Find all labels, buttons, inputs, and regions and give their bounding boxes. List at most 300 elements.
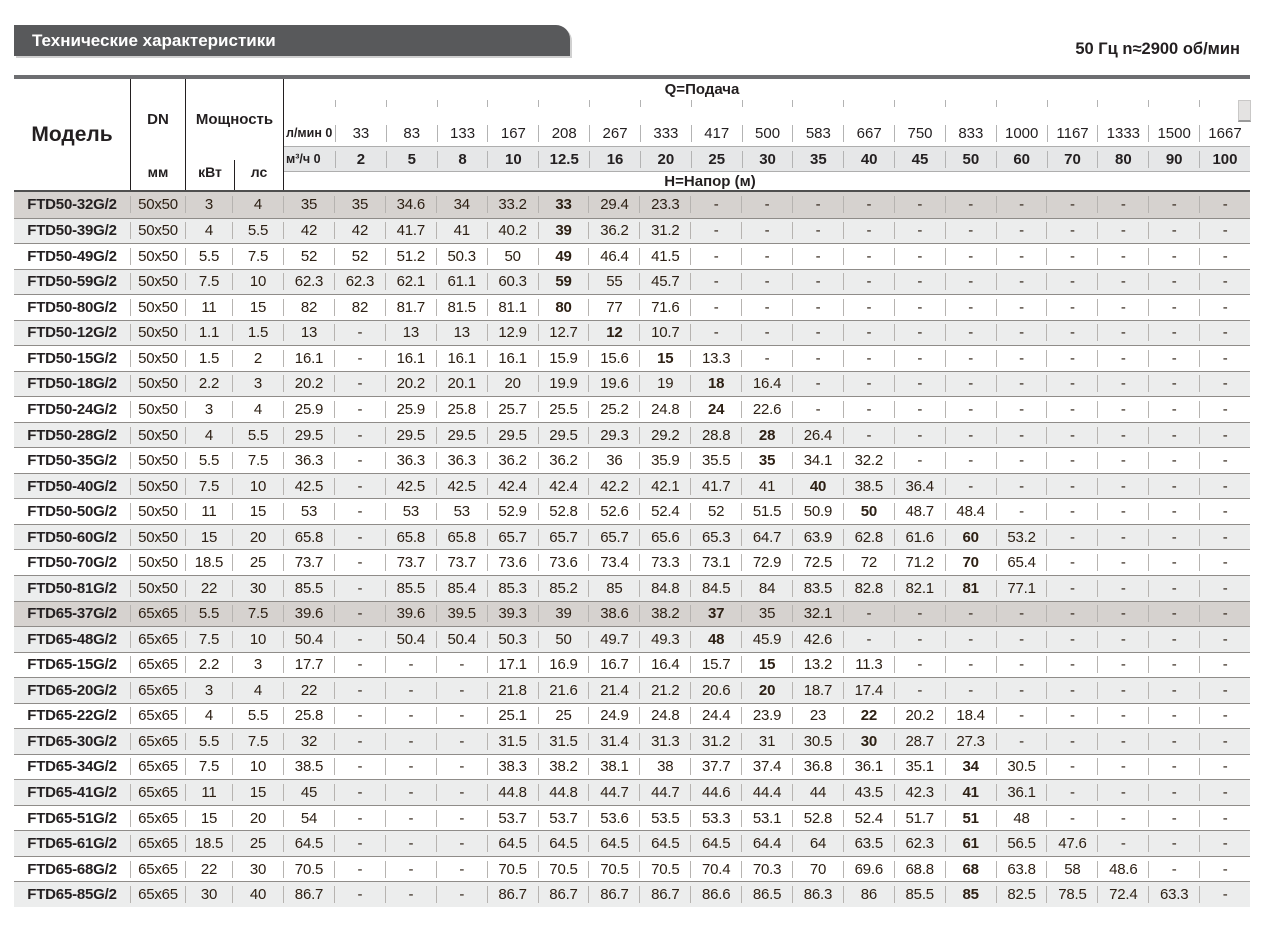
model-cell: FTD65-30G/2 <box>27 732 117 750</box>
head-value-cell: - <box>385 682 436 699</box>
flow-spacer-row <box>284 100 1250 120</box>
dn-cell: 65x65 <box>130 835 185 852</box>
head-value-cell: 31.5 <box>538 733 589 750</box>
head-value-cell: - <box>1097 605 1148 622</box>
head-value-cell: - <box>792 401 843 418</box>
head-value-cell: 33.2 <box>487 196 538 213</box>
head-value-cell: 65.6 <box>639 529 690 546</box>
head-value-cell: - <box>894 248 945 265</box>
head-value-cell: - <box>741 248 792 265</box>
head-value-cell: - <box>436 733 487 750</box>
flow-title: Q=Подача <box>664 81 740 98</box>
head-value-cell: 36.3 <box>385 452 436 469</box>
head-value-cell: 85.2 <box>538 580 589 597</box>
head-value-cell: 29.5 <box>487 427 538 444</box>
table-row <box>14 703 1250 729</box>
head-value-cell: 41 <box>945 784 996 801</box>
power-hp-cell: 15 <box>232 784 283 801</box>
head-value-cell: - <box>894 605 945 622</box>
head-value-cell: 63.8 <box>996 861 1047 878</box>
head-value-cell: 16.7 <box>588 656 639 673</box>
head-value-cell: 17.7 <box>283 656 334 673</box>
head-value-cell: 51 <box>945 810 996 827</box>
dn-cell: 50x50 <box>130 580 185 597</box>
head-value-cell: - <box>1199 631 1250 648</box>
head-value-cell: - <box>1148 810 1199 827</box>
head-value-cell: 86.7 <box>588 886 639 903</box>
head-value-cell: - <box>741 222 792 239</box>
head-value-cell: - <box>334 478 385 495</box>
dn-cell: 50x50 <box>130 401 185 418</box>
head-value-cell: - <box>385 835 436 852</box>
head-value-cell: 25.1 <box>487 707 538 724</box>
head-value-cell: 16.1 <box>487 350 538 367</box>
head-value-cell: - <box>1097 324 1148 341</box>
head-value-cell: 82 <box>283 299 334 316</box>
power-kw-cell: 7.5 <box>185 758 232 775</box>
head-value-cell: 81 <box>945 580 996 597</box>
model-cell: FTD50-12G/2 <box>27 324 117 342</box>
head-value-cell: - <box>894 299 945 316</box>
head-value-cell: - <box>1097 478 1148 495</box>
head-value-cell: 65.8 <box>385 529 436 546</box>
head-value-cell: 18.7 <box>792 682 843 699</box>
head-value-cell: 11.3 <box>843 656 894 673</box>
head-value-cell: - <box>894 452 945 469</box>
head-value-cell: 84.5 <box>690 580 741 597</box>
head-value-cell: 26.4 <box>792 427 843 444</box>
model-cell: FTD65-20G/2 <box>27 681 117 699</box>
head-value-cell: 15.7 <box>690 656 741 673</box>
head-value-cell: 34 <box>436 196 487 213</box>
head-value-cell: - <box>1148 733 1199 750</box>
head-value-cell: 68.8 <box>894 861 945 878</box>
dn-cell: 65x65 <box>130 810 185 827</box>
head-value-cell: 48 <box>690 631 741 648</box>
head-value-cell: - <box>1148 580 1199 597</box>
head-value-cell: 19.9 <box>538 375 589 392</box>
head-value-cell: 73.7 <box>436 554 487 571</box>
head-value-cell: - <box>1148 758 1199 775</box>
dn-cell: 50x50 <box>130 350 185 367</box>
table-row <box>14 805 1250 831</box>
head-value-cell: 51.5 <box>741 503 792 520</box>
flow-tick <box>437 100 488 120</box>
head-value-cell: - <box>792 299 843 316</box>
head-value-cell: - <box>1046 350 1097 367</box>
power-hp-cell: 10 <box>232 273 283 290</box>
lmin-value: 83 <box>386 125 437 142</box>
head-value-cell: - <box>792 324 843 341</box>
head-value-cell: 70.5 <box>283 861 334 878</box>
head-value-cell: - <box>945 299 996 316</box>
head-value-cell: 25.2 <box>588 401 639 418</box>
model-cell: FTD65-85G/2 <box>27 886 117 904</box>
head-value-cell: - <box>945 401 996 418</box>
head-value-cell: 65.3 <box>690 529 741 546</box>
head-value-cell: - <box>1097 758 1148 775</box>
head-value-cell: - <box>996 707 1047 724</box>
head-value-cell: - <box>843 350 894 367</box>
power-kw-cell: 7.5 <box>185 478 232 495</box>
head-value-cell: 37.7 <box>690 758 741 775</box>
section-title-banner <box>14 25 570 56</box>
section-title: Технические характеристики <box>32 31 276 50</box>
head-value-cell: 65.7 <box>487 529 538 546</box>
head-value-cell: - <box>436 784 487 801</box>
power-kw-cell: 22 <box>185 861 232 878</box>
head-value-cell: - <box>1097 733 1148 750</box>
model-cell: FTD50-60G/2 <box>27 528 117 546</box>
power-hp-cell: 1.5 <box>232 324 283 341</box>
head-value-cell: - <box>1097 452 1148 469</box>
head-value-cell: 64.5 <box>690 835 741 852</box>
table-row <box>14 345 1250 371</box>
head-value-cell: 32 <box>283 733 334 750</box>
dn-cell: 50x50 <box>130 427 185 444</box>
head-value-cell: - <box>385 707 436 724</box>
dn-cell: 65x65 <box>130 784 185 801</box>
head-value-cell: 25.8 <box>283 707 334 724</box>
head-value-cell: 15 <box>639 350 690 367</box>
head-value-cell: 41.7 <box>690 478 741 495</box>
power-kw-cell: 5.5 <box>185 605 232 622</box>
head-value-cell: 52.8 <box>792 810 843 827</box>
head-value-cell: - <box>334 784 385 801</box>
head-value-cell: 85.3 <box>487 580 538 597</box>
head-value-cell: 84.8 <box>639 580 690 597</box>
head-value-cell: - <box>741 299 792 316</box>
head-value-cell: - <box>385 656 436 673</box>
power-kw-cell: 4 <box>185 427 232 444</box>
head-value-cell: - <box>894 350 945 367</box>
head-value-cell: - <box>334 835 385 852</box>
head-value-cell: 62.3 <box>894 835 945 852</box>
head-value-cell: - <box>1046 656 1097 673</box>
head-value-cell: - <box>1046 427 1097 444</box>
head-value-cell: 48.4 <box>945 503 996 520</box>
head-value-cell: 68 <box>945 861 996 878</box>
model-cell: FTD65-68G/2 <box>27 860 117 878</box>
lmin-value: 833 <box>945 125 996 142</box>
head-value-cell: 70.4 <box>690 861 741 878</box>
head-value-cell: - <box>334 707 385 724</box>
head-value-cell: - <box>1046 707 1097 724</box>
spec-table <box>14 75 1250 907</box>
head-value-cell: 39.6 <box>283 605 334 622</box>
head-value-cell: - <box>996 452 1047 469</box>
head-value-cell: - <box>945 631 996 648</box>
head-value-cell: 70.5 <box>588 861 639 878</box>
lmin-value: 583 <box>792 125 843 142</box>
head-value-cell: 55 <box>588 273 639 290</box>
head-value-cell: - <box>1097 350 1148 367</box>
dn-cell: 50x50 <box>130 324 185 341</box>
power-kw-cell: 11 <box>185 784 232 801</box>
flow-tick <box>996 100 1047 120</box>
head-value-cell: 60 <box>945 529 996 546</box>
head-value-cell: - <box>1097 222 1148 239</box>
head-value-cell: - <box>436 707 487 724</box>
model-cell: FTD50-18G/2 <box>27 375 117 393</box>
head-value-cell: 24.9 <box>588 707 639 724</box>
head-value-cell: 19.6 <box>588 375 639 392</box>
head-value-cell: - <box>945 452 996 469</box>
head-value-cell: - <box>1046 810 1097 827</box>
power-kw-cell: 30 <box>185 886 232 903</box>
head-value-cell: 38 <box>639 758 690 775</box>
head-value-cell: 36.2 <box>588 222 639 239</box>
lmin-value: 1333 <box>1097 125 1148 142</box>
head-value-cell: - <box>996 401 1047 418</box>
head-value-cell: 13 <box>283 324 334 341</box>
head-value-cell: - <box>436 810 487 827</box>
head-value-cell: 73.3 <box>639 554 690 571</box>
dn-cell: 50x50 <box>130 503 185 520</box>
head-value-cell: - <box>1199 605 1250 622</box>
dn-cell: 50x50 <box>130 196 185 213</box>
lmin-value: 1000 <box>996 125 1047 142</box>
head-value-cell: 53 <box>436 503 487 520</box>
power-hp-cell: 30 <box>232 580 283 597</box>
head-value-cell: - <box>1148 452 1199 469</box>
head-value-cell: 82.1 <box>894 580 945 597</box>
head-value-cell: 53.3 <box>690 810 741 827</box>
power-hp-cell: 25 <box>232 554 283 571</box>
head-value-cell: 70.3 <box>741 861 792 878</box>
head-value-cell: - <box>1148 427 1199 444</box>
head-value-cell: 35.9 <box>639 452 690 469</box>
head-value-cell: 81.1 <box>487 299 538 316</box>
head-value-cell: 50.4 <box>436 631 487 648</box>
dn-cell: 50x50 <box>130 478 185 495</box>
dn-cell: 50x50 <box>130 299 185 316</box>
head-value-cell: - <box>1199 350 1250 367</box>
head-value-cell: - <box>996 427 1047 444</box>
head-value-cell: 73.6 <box>538 554 589 571</box>
head-value-cell: - <box>1148 605 1199 622</box>
head-value-cell: - <box>843 196 894 213</box>
head-value-cell: 49 <box>538 248 589 265</box>
head-value-cell: 25.8 <box>436 401 487 418</box>
head-value-cell: - <box>334 733 385 750</box>
power-hp-cell: 4 <box>232 401 283 418</box>
head-value-cell: 84 <box>741 580 792 597</box>
head-value-cell: - <box>1148 554 1199 571</box>
head-value-cell: - <box>1097 580 1148 597</box>
head-value-cell: 39 <box>538 605 589 622</box>
head-value-cell: - <box>1199 299 1250 316</box>
head-value-cell: - <box>1046 375 1097 392</box>
head-value-cell: - <box>385 784 436 801</box>
head-value-cell: 42.5 <box>436 478 487 495</box>
head-value-cell: 48.7 <box>894 503 945 520</box>
power-hp-cell: 5.5 <box>232 427 283 444</box>
head-value-cell: 16.1 <box>283 350 334 367</box>
power-kw-cell: 2.2 <box>185 375 232 392</box>
m3h-value: 25 <box>691 151 742 168</box>
table-row <box>14 830 1250 856</box>
head-value-cell: - <box>1148 656 1199 673</box>
head-value-cell: 15.9 <box>538 350 589 367</box>
head-value-cell: 42.6 <box>792 631 843 648</box>
table-row <box>14 652 1250 678</box>
dn-cell: 65x65 <box>130 707 185 724</box>
head-value-cell: 42.5 <box>283 478 334 495</box>
table-row <box>14 524 1250 550</box>
dn-cell: 65x65 <box>130 605 185 622</box>
power-kw-cell: 11 <box>185 503 232 520</box>
head-value-cell: 85 <box>588 580 639 597</box>
head-value-cell: - <box>996 605 1047 622</box>
head-value-cell: 29.5 <box>283 427 334 444</box>
head-value-cell: - <box>334 529 385 546</box>
power-hp-cell: 25 <box>232 835 283 852</box>
head-value-cell: 69.6 <box>843 861 894 878</box>
head-value-cell: - <box>996 299 1047 316</box>
head-value-cell: 29.5 <box>436 427 487 444</box>
head-value-cell: - <box>334 375 385 392</box>
head-value-cell: 31.3 <box>639 733 690 750</box>
head-value-cell: 29.5 <box>385 427 436 444</box>
m3h-value: 80 <box>1097 151 1148 168</box>
head-value-cell: 42 <box>283 222 334 239</box>
model-cell: FTD50-28G/2 <box>27 426 117 444</box>
column-header-power <box>185 79 283 190</box>
power-hp-cell: 15 <box>232 503 283 520</box>
head-value-cell: 28 <box>741 427 792 444</box>
head-value-cell: 24.8 <box>639 707 690 724</box>
head-value-cell: - <box>385 810 436 827</box>
head-value-cell: 28.8 <box>690 427 741 444</box>
head-value-cell: - <box>1199 810 1250 827</box>
head-value-cell: 63.5 <box>843 835 894 852</box>
head-value-cell: - <box>945 682 996 699</box>
scrollbar-thumb[interactable] <box>1238 100 1251 122</box>
head-value-cell: - <box>741 196 792 213</box>
power-hp-cell: 7.5 <box>232 452 283 469</box>
head-value-cell: - <box>996 682 1047 699</box>
head-value-cell: - <box>385 861 436 878</box>
head-value-cell: 58 <box>1046 861 1097 878</box>
head-value-cell: - <box>843 222 894 239</box>
head-value-cell: 28.7 <box>894 733 945 750</box>
m3h-value: 35 <box>792 151 843 168</box>
table-row <box>14 422 1250 448</box>
head-value-cell: 52.6 <box>588 503 639 520</box>
head-value-cell: - <box>1148 324 1199 341</box>
power-hp-cell: 3 <box>232 375 283 392</box>
head-value-cell: - <box>996 478 1047 495</box>
flow-tick <box>640 100 691 120</box>
head-value-cell: - <box>1046 733 1097 750</box>
head-value-cell: - <box>334 605 385 622</box>
power-kw-cell: 3 <box>185 401 232 418</box>
frequency-note: 50 Гц n≈2900 об/мин <box>1075 40 1240 58</box>
head-value-cell: - <box>1046 605 1097 622</box>
head-value-cell: 44 <box>792 784 843 801</box>
head-value-cell: 16.1 <box>385 350 436 367</box>
head-value-cell: - <box>1148 350 1199 367</box>
power-kw-cell: 5.5 <box>185 452 232 469</box>
head-value-cell: 50 <box>538 631 589 648</box>
head-value-cell: 72.4 <box>1097 886 1148 903</box>
head-value-cell: 35 <box>741 605 792 622</box>
head-value-cell: 36 <box>588 452 639 469</box>
m3h-value: 5 <box>386 151 437 168</box>
head-value-cell: - <box>1046 401 1097 418</box>
model-cell: FTD50-49G/2 <box>27 247 117 265</box>
head-value-cell: 61.1 <box>436 273 487 290</box>
flow-tick <box>1047 100 1098 120</box>
head-value-cell: - <box>334 324 385 341</box>
head-value-cell: - <box>1046 503 1097 520</box>
head-value-cell: 10.7 <box>639 324 690 341</box>
head-value-cell: 82.8 <box>843 580 894 597</box>
head-value-cell: 42.3 <box>894 784 945 801</box>
head-value-cell: - <box>334 656 385 673</box>
power-hp-cell: 10 <box>232 631 283 648</box>
head-value-cell: - <box>1148 222 1199 239</box>
model-cell: FTD50-39G/2 <box>27 222 117 240</box>
head-value-cell: 60.3 <box>487 273 538 290</box>
head-value-cell: 20 <box>487 375 538 392</box>
head-value-cell: 36.2 <box>538 452 589 469</box>
head-value-cell: 36.1 <box>996 784 1047 801</box>
power-kw-cell: 3 <box>185 196 232 213</box>
head-value-cell: - <box>1199 273 1250 290</box>
head-value-cell: 47.6 <box>1046 835 1097 852</box>
head-value-cell: - <box>1199 503 1250 520</box>
head-value-cell: 25.5 <box>538 401 589 418</box>
head-value-cell: 16.4 <box>639 656 690 673</box>
head-value-cell: - <box>894 401 945 418</box>
dn-cell: 50x50 <box>130 529 185 546</box>
head-value-cell: 52 <box>283 248 334 265</box>
head-value-cell: 22 <box>283 682 334 699</box>
head-value-cell: 85.4 <box>436 580 487 597</box>
head-value-cell: - <box>894 427 945 444</box>
head-value-cell: - <box>334 554 385 571</box>
power-hp-cell: 2 <box>232 350 283 367</box>
table-row <box>14 269 1250 295</box>
head-value-cell: 49.7 <box>588 631 639 648</box>
head-value-cell: - <box>1148 707 1199 724</box>
head-value-cell: 41 <box>741 478 792 495</box>
power-hp-cell: 5.5 <box>232 222 283 239</box>
head-value-cell: 13.3 <box>690 350 741 367</box>
head-value-cell: 29.3 <box>588 427 639 444</box>
dn-cell: 50x50 <box>130 452 185 469</box>
head-value-cell: - <box>792 196 843 213</box>
head-value-cell: - <box>1097 375 1148 392</box>
head-value-cell: 35 <box>334 196 385 213</box>
head-value-cell: 23 <box>792 707 843 724</box>
head-value-cell: - <box>1148 784 1199 801</box>
lmin-unit-label: л/мин 0 <box>286 126 333 140</box>
head-value-cell: 53.7 <box>538 810 589 827</box>
head-value-cell: 52.8 <box>538 503 589 520</box>
head-value-cell: - <box>945 324 996 341</box>
head-value-cell: 64 <box>792 835 843 852</box>
head-value-cell: - <box>1097 784 1148 801</box>
head-value-cell: - <box>1046 324 1097 341</box>
power-kw-cell: 1.1 <box>185 324 232 341</box>
head-value-cell: 44.8 <box>538 784 589 801</box>
head-value-cell: 12 <box>588 324 639 341</box>
head-value-cell: - <box>690 324 741 341</box>
head-value-cell: 20.1 <box>436 375 487 392</box>
